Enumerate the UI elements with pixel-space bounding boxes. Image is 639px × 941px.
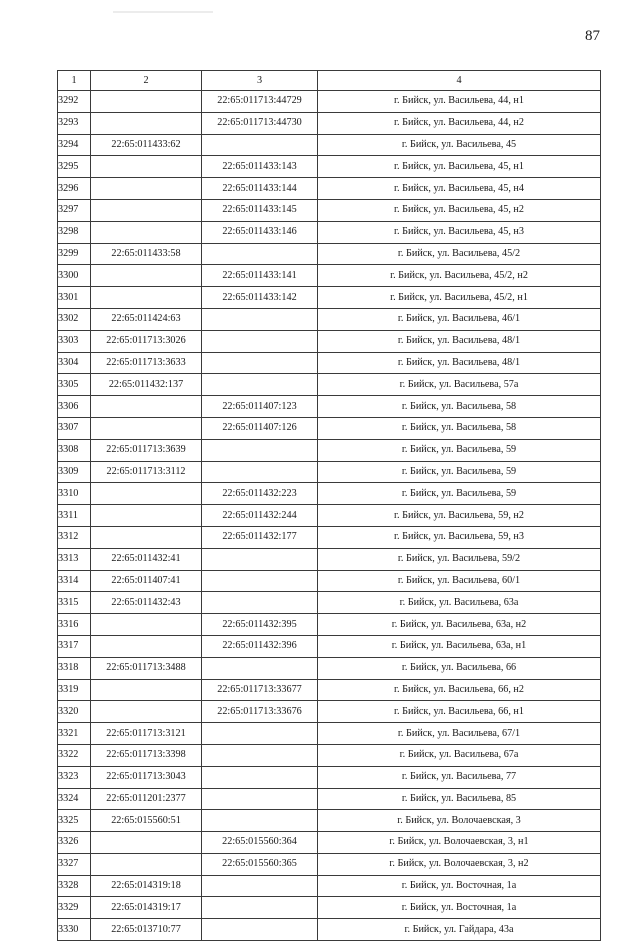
- table-row: [58, 265, 601, 287]
- row-number-cell: 3320: [58, 701, 91, 723]
- row-number-cell: 3315: [58, 592, 91, 614]
- row-number-cell: 3330: [58, 919, 91, 941]
- parcel-cadastral-number-cell: [91, 701, 202, 723]
- table-row: [58, 461, 601, 483]
- row-number-cell: 3314: [58, 570, 91, 592]
- address-cell: г. Бийск, ул. Васильева, 45/2, н2: [318, 265, 601, 287]
- row-number-cell: 3317: [58, 635, 91, 657]
- row-number-cell: 3301: [58, 287, 91, 309]
- parcel-cadastral-number-cell: 22:65:015560:51: [91, 810, 202, 832]
- table-row: [58, 723, 601, 745]
- table-row: [58, 112, 601, 134]
- premises-cadastral-number-cell: 22:65:011433:141: [202, 265, 318, 287]
- row-number-cell: 3329: [58, 897, 91, 919]
- table-row: [58, 91, 601, 113]
- row-number-cell: 3323: [58, 766, 91, 788]
- premises-cadastral-number-cell: 22:65:011432:395: [202, 614, 318, 636]
- address-cell: г. Бийск, ул. Восточная, 1а: [318, 875, 601, 897]
- header-row: [58, 71, 601, 91]
- table-row: [58, 178, 601, 200]
- parcel-cadastral-number-cell: 22:65:014319:18: [91, 875, 202, 897]
- premises-cadastral-number-cell: [202, 352, 318, 374]
- address-cell: г. Бийск, ул. Васильева, 58: [318, 396, 601, 418]
- premises-cadastral-number-cell: [202, 810, 318, 832]
- table-row: [58, 592, 601, 614]
- premises-cadastral-number-cell: [202, 657, 318, 679]
- row-number-cell: 3327: [58, 853, 91, 875]
- address-cell: г. Бийск, ул. Васильева, 66, н1: [318, 701, 601, 723]
- address-cell: г. Бийск, ул. Васильева, 59: [318, 439, 601, 461]
- row-number-cell: 3308: [58, 439, 91, 461]
- address-cell: г. Бийск, ул. Васильева, 44, н2: [318, 112, 601, 134]
- premises-cadastral-number-cell: [202, 461, 318, 483]
- premises-cadastral-number-cell: [202, 875, 318, 897]
- parcel-cadastral-number-cell: [91, 156, 202, 178]
- row-number-cell: 3304: [58, 352, 91, 374]
- table-body: [58, 91, 601, 941]
- parcel-cadastral-number-cell: [91, 853, 202, 875]
- parcel-cadastral-number-cell: 22:65:011433:58: [91, 243, 202, 265]
- parcel-cadastral-number-cell: 22:65:011713:3112: [91, 461, 202, 483]
- premises-cadastral-number-cell: 22:65:011433:146: [202, 221, 318, 243]
- address-cell: г. Бийск, ул. Васильева, 67а: [318, 744, 601, 766]
- table-row: [58, 766, 601, 788]
- row-number-cell: 3305: [58, 374, 91, 396]
- parcel-cadastral-number-cell: [91, 526, 202, 548]
- address-cell: г. Бийск, ул. Васильева, 67/1: [318, 723, 601, 745]
- parcel-cadastral-number-cell: 22:65:013710:77: [91, 919, 202, 941]
- parcel-cadastral-number-cell: 22:65:011713:3488: [91, 657, 202, 679]
- row-number-cell: 3306: [58, 396, 91, 418]
- parcel-cadastral-number-cell: [91, 112, 202, 134]
- address-cell: г. Бийск, ул. Васильева, 48/1: [318, 352, 601, 374]
- address-cell: г. Бийск, ул. Васильева, 46/1: [318, 308, 601, 330]
- premises-cadastral-number-cell: 22:65:011433:142: [202, 287, 318, 309]
- table-row: [58, 570, 601, 592]
- row-number-cell: 3293: [58, 112, 91, 134]
- premises-cadastral-number-cell: 22:65:011433:144: [202, 178, 318, 200]
- address-cell: г. Бийск, ул. Васильева, 59/2: [318, 548, 601, 570]
- premises-cadastral-number-cell: [202, 766, 318, 788]
- table-row: [58, 810, 601, 832]
- parcel-cadastral-number-cell: 22:65:011432:41: [91, 548, 202, 570]
- table-row: [58, 657, 601, 679]
- registry-table: [57, 70, 601, 941]
- premises-cadastral-number-cell: [202, 439, 318, 461]
- address-cell: г. Бийск, ул. Волочаевская, 3, н1: [318, 832, 601, 854]
- table-row: [58, 374, 601, 396]
- table-row: [58, 330, 601, 352]
- premises-cadastral-number-cell: 22:65:011713:44730: [202, 112, 318, 134]
- parcel-cadastral-number-cell: 22:65:014319:17: [91, 897, 202, 919]
- parcel-cadastral-number-cell: [91, 635, 202, 657]
- row-number-cell: 3300: [58, 265, 91, 287]
- parcel-cadastral-number-cell: 22:65:011432:137: [91, 374, 202, 396]
- row-number-cell: 3312: [58, 526, 91, 548]
- parcel-cadastral-number-cell: 22:65:011713:3026: [91, 330, 202, 352]
- address-cell: г. Бийск, ул. Васильева, 57а: [318, 374, 601, 396]
- table-row: [58, 635, 601, 657]
- premises-cadastral-number-cell: 22:65:011433:143: [202, 156, 318, 178]
- row-number-cell: 3302: [58, 308, 91, 330]
- parcel-cadastral-number-cell: [91, 221, 202, 243]
- parcel-cadastral-number-cell: [91, 199, 202, 221]
- table-row: [58, 199, 601, 221]
- table-row: [58, 505, 601, 527]
- table-row: [58, 614, 601, 636]
- row-number-cell: 3324: [58, 788, 91, 810]
- table-row: [58, 439, 601, 461]
- address-cell: г. Бийск, ул. Васильева, 59, н3: [318, 526, 601, 548]
- address-cell: г. Бийск, ул. Васильева, 45/2: [318, 243, 601, 265]
- table-row: [58, 483, 601, 505]
- parcel-cadastral-number-cell: 22:65:011433:62: [91, 134, 202, 156]
- parcel-cadastral-number-cell: [91, 679, 202, 701]
- address-cell: г. Бийск, ул. Васильева, 63а: [318, 592, 601, 614]
- premises-cadastral-number-cell: 22:65:011713:33676: [202, 701, 318, 723]
- address-cell: г. Бийск, ул. Васильева, 66, н2: [318, 679, 601, 701]
- address-cell: г. Бийск, ул. Васильева, 59, н2: [318, 505, 601, 527]
- address-cell: г. Бийск, ул. Васильева, 60/1: [318, 570, 601, 592]
- address-cell: г. Бийск, ул. Васильева, 45: [318, 134, 601, 156]
- row-number-cell: 3299: [58, 243, 91, 265]
- column-header-2: 2: [91, 71, 202, 91]
- premises-cadastral-number-cell: [202, 788, 318, 810]
- premises-cadastral-number-cell: [202, 570, 318, 592]
- premises-cadastral-number-cell: 22:65:011713:33677: [202, 679, 318, 701]
- scan-artifact: [113, 11, 213, 13]
- address-cell: г. Бийск, ул. Васильева, 58: [318, 417, 601, 439]
- row-number-cell: 3328: [58, 875, 91, 897]
- parcel-cadastral-number-cell: [91, 396, 202, 418]
- row-number-cell: 3297: [58, 199, 91, 221]
- address-cell: г. Бийск, ул. Волочаевская, 3, н2: [318, 853, 601, 875]
- premises-cadastral-number-cell: [202, 723, 318, 745]
- row-number-cell: 3322: [58, 744, 91, 766]
- row-number-cell: 3294: [58, 134, 91, 156]
- row-number-cell: 3292: [58, 91, 91, 113]
- parcel-cadastral-number-cell: 22:65:011713:3633: [91, 352, 202, 374]
- column-header-1: 1: [58, 71, 91, 91]
- table-row: [58, 396, 601, 418]
- row-number-cell: 3309: [58, 461, 91, 483]
- table-row: [58, 287, 601, 309]
- address-cell: г. Бийск, ул. Гайдара, 43а: [318, 919, 601, 941]
- address-cell: г. Бийск, ул. Васильева, 85: [318, 788, 601, 810]
- premises-cadastral-number-cell: 22:65:011432:396: [202, 635, 318, 657]
- row-number-cell: 3326: [58, 832, 91, 854]
- parcel-cadastral-number-cell: [91, 287, 202, 309]
- row-number-cell: 3307: [58, 417, 91, 439]
- address-cell: г. Бийск, ул. Васильева, 63а, н2: [318, 614, 601, 636]
- premises-cadastral-number-cell: [202, 134, 318, 156]
- parcel-cadastral-number-cell: 22:65:011201:2377: [91, 788, 202, 810]
- address-cell: г. Бийск, ул. Васильева, 48/1: [318, 330, 601, 352]
- address-cell: г. Бийск, ул. Васильева, 45, н3: [318, 221, 601, 243]
- table-row: [58, 744, 601, 766]
- address-cell: г. Бийск, ул. Васильева, 45, н1: [318, 156, 601, 178]
- parcel-cadastral-number-cell: [91, 505, 202, 527]
- premises-cadastral-number-cell: 22:65:011407:126: [202, 417, 318, 439]
- premises-cadastral-number-cell: [202, 919, 318, 941]
- table-row: [58, 548, 601, 570]
- column-header-3: 3: [202, 71, 318, 91]
- row-number-cell: 3303: [58, 330, 91, 352]
- table-row: [58, 417, 601, 439]
- row-number-cell: 3319: [58, 679, 91, 701]
- parcel-cadastral-number-cell: [91, 265, 202, 287]
- row-number-cell: 3318: [58, 657, 91, 679]
- parcel-cadastral-number-cell: 22:65:011713:3639: [91, 439, 202, 461]
- table-row: [58, 832, 601, 854]
- table-row: [58, 526, 601, 548]
- address-cell: г. Бийск, ул. Васильева, 44, н1: [318, 91, 601, 113]
- row-number-cell: 3313: [58, 548, 91, 570]
- row-number-cell: 3295: [58, 156, 91, 178]
- address-cell: г. Бийск, ул. Васильева, 66: [318, 657, 601, 679]
- row-number-cell: 3310: [58, 483, 91, 505]
- parcel-cadastral-number-cell: 22:65:011713:3398: [91, 744, 202, 766]
- premises-cadastral-number-cell: [202, 897, 318, 919]
- premises-cadastral-number-cell: 22:65:011433:145: [202, 199, 318, 221]
- parcel-cadastral-number-cell: [91, 417, 202, 439]
- premises-cadastral-number-cell: 22:65:011432:177: [202, 526, 318, 548]
- row-number-cell: 3316: [58, 614, 91, 636]
- address-cell: г. Бийск, ул. Васильева, 59: [318, 461, 601, 483]
- table-row: [58, 919, 601, 941]
- table-row: [58, 679, 601, 701]
- page-number: 87: [585, 28, 600, 44]
- premises-cadastral-number-cell: [202, 308, 318, 330]
- parcel-cadastral-number-cell: 22:65:011407:41: [91, 570, 202, 592]
- table-row: [58, 875, 601, 897]
- premises-cadastral-number-cell: 22:65:011713:44729: [202, 91, 318, 113]
- parcel-cadastral-number-cell: [91, 614, 202, 636]
- address-cell: г. Бийск, ул. Восточная, 1а: [318, 897, 601, 919]
- row-number-cell: 3296: [58, 178, 91, 200]
- table-row: [58, 221, 601, 243]
- parcel-cadastral-number-cell: [91, 178, 202, 200]
- table-row: [58, 701, 601, 723]
- address-cell: г. Бийск, ул. Васильева, 45, н2: [318, 199, 601, 221]
- parcel-cadastral-number-cell: 22:65:011424:63: [91, 308, 202, 330]
- table-row: [58, 897, 601, 919]
- table-row: [58, 156, 601, 178]
- table-row: [58, 853, 601, 875]
- address-cell: г. Бийск, ул. Васильева, 45/2, н1: [318, 287, 601, 309]
- address-cell: г. Бийск, ул. Васильева, 63а, н1: [318, 635, 601, 657]
- address-cell: г. Бийск, ул. Васильева, 59: [318, 483, 601, 505]
- premises-cadastral-number-cell: 22:65:015560:364: [202, 832, 318, 854]
- table-row: [58, 352, 601, 374]
- row-number-cell: 3325: [58, 810, 91, 832]
- table-row: [58, 788, 601, 810]
- address-cell: г. Бийск, ул. Васильева, 77: [318, 766, 601, 788]
- table-row: [58, 134, 601, 156]
- premises-cadastral-number-cell: 22:65:011407:123: [202, 396, 318, 418]
- parcel-cadastral-number-cell: 22:65:011432:43: [91, 592, 202, 614]
- premises-cadastral-number-cell: [202, 330, 318, 352]
- row-number-cell: 3298: [58, 221, 91, 243]
- premises-cadastral-number-cell: [202, 243, 318, 265]
- parcel-cadastral-number-cell: [91, 91, 202, 113]
- premises-cadastral-number-cell: [202, 548, 318, 570]
- parcel-cadastral-number-cell: [91, 832, 202, 854]
- parcel-cadastral-number-cell: 22:65:011713:3043: [91, 766, 202, 788]
- table-row: [58, 308, 601, 330]
- premises-cadastral-number-cell: [202, 374, 318, 396]
- row-number-cell: 3311: [58, 505, 91, 527]
- premises-cadastral-number-cell: [202, 744, 318, 766]
- address-cell: г. Бийск, ул. Волочаевская, 3: [318, 810, 601, 832]
- parcel-cadastral-number-cell: [91, 483, 202, 505]
- column-header-4: 4: [318, 71, 601, 91]
- premises-cadastral-number-cell: 22:65:011432:223: [202, 483, 318, 505]
- parcel-cadastral-number-cell: 22:65:011713:3121: [91, 723, 202, 745]
- premises-cadastral-number-cell: 22:65:011432:244: [202, 505, 318, 527]
- row-number-cell: 3321: [58, 723, 91, 745]
- address-cell: г. Бийск, ул. Васильева, 45, н4: [318, 178, 601, 200]
- premises-cadastral-number-cell: [202, 592, 318, 614]
- premises-cadastral-number-cell: 22:65:015560:365: [202, 853, 318, 875]
- table-row: [58, 243, 601, 265]
